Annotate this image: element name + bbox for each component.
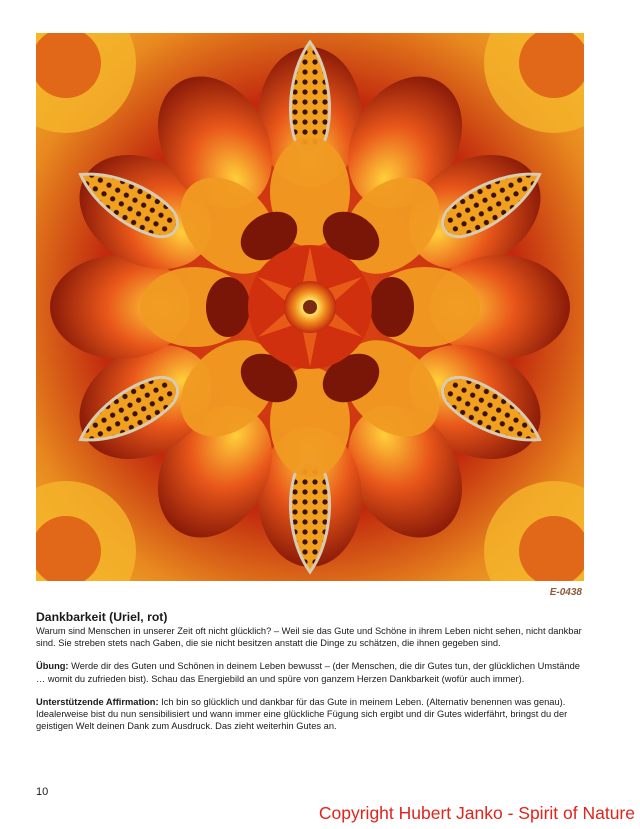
image-code: E-0438: [549, 587, 582, 598]
flower-mandala-graphic: [36, 33, 584, 581]
affirmation-paragraph: [36, 696, 586, 708]
body-text: [36, 610, 586, 732]
copyright-watermark: Copyright Hubert Janko - Spirit of Nature: [318, 803, 635, 823]
mandala-image: [36, 33, 584, 581]
affirmation-text: Ich bin so glücklich und dankbar für das Gute in meinem Leben. (Alternativ benennen was genau).: [158, 696, 566, 707]
exercise-text: Werde dir des Guten und Schönen in deinem Leben bewusst – (der Menschen, die dir Gutes tun, der glücklichen Umstände … womit du zufrieden bist). Schau das Energiebild an und spüre von ganzem Herzen Dankbarkeit (wofür auch immer).: [36, 661, 580, 684]
affirmation-label: Unterstützende Affirmation:: [36, 696, 159, 707]
exercise-label: Übung:: [36, 661, 69, 672]
page-number: 10: [36, 786, 49, 798]
closing-paragraph: Idealerweise bist du nun sensibilisiert und wann immer eine glückliche Fügung sich ergibt und dir Gutes widerfährt, bringst du der geistigen Welt deinen Dank zum Ausdruck. Das zieht weiterhin Gutes an.: [36, 709, 568, 732]
intro-paragraph: Warum sind Menschen in unserer Zeit oft nicht glücklich? – Weil sie das Gute und Schöne in ihrem Leben nicht sehen, nicht dankbar sind. Sie streben stets nach Gaben, die sie nicht besitzen anstatt die Dinge zu schätzen, die ihnen gegeben sind.: [36, 626, 582, 649]
exercise-paragraph: [36, 660, 586, 684]
section-heading: Dankbarkeit (Uriel, rot): [36, 610, 168, 624]
